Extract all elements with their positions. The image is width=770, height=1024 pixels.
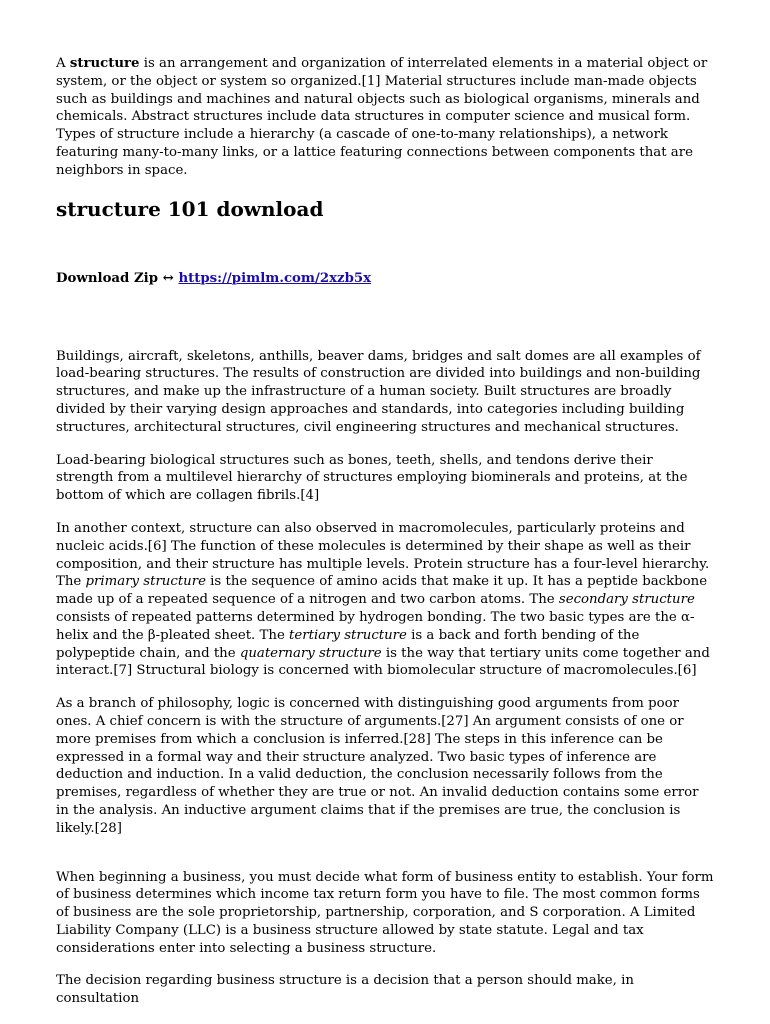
macro-text-e: is the way that tertiary units come together and interact.[7] Structural biology is concerned with biomolecular structure of macromolecules.[6] <box>56 645 710 679</box>
macro-text-b: is the sequence of amino acids that make it up. It has a peptide backbone made up of a repeated sequence of a nitrogen and two carbon atoms. The <box>56 574 708 608</box>
paragraph-logic: As a branch of philosophy, logic is concerned with distinguishing good arguments from poor ones. A chief concern is with the structure of arguments.[27] An argument consists of one or more premises from which a conclusion is inferred.[28] The steps in this inference can be expressed in a formal way and their structure analyzed. Two basic types of inference are deduction and induction. In a valid deduction, the conclusion necessarily follows from the premises, regardless of whether they are true or not. An invalid deduction contains some error in the analysis. An inductive argument claims that if the premises are true, the conclusion is likely.[28] <box>56 696 699 836</box>
paragraph-macromolecules <box>56 520 714 680</box>
primary-structure-term: primary structure <box>85 574 206 590</box>
macro-text-d: is a back and forth bending of the polypeptide chain, and the <box>56 627 640 661</box>
paragraph-load-bearing: Buildings, aircraft, skeletons, anthills, beaver dams, bridges and salt domes are all examples of load-bearing structures. The results of construction are divided into buildings and non-building structures, and make up the infrastructure of a human society. Built structures are broadly divided by their varying design approaches and standards, into categories including building structures, architectural structures, civil engineering structures and mechanical structures. <box>56 348 701 435</box>
quaternary-structure-term: quaternary structure <box>239 645 382 661</box>
intro-paragraph <box>56 55 714 180</box>
page-heading: structure 101 download <box>56 196 324 221</box>
secondary-structure-term: secondary structure <box>558 592 695 608</box>
tertiary-structure-term: tertiary structure <box>289 627 407 643</box>
paragraph-business-form: When beginning a business, you must decide what form of business entity to establish. Your form of business determines which income tax return form you have to file. The most common forms of business are the sole proprietorship, partnership, corporation, and S corporation. A Limited Liability Company (LLC) is a business structure allowed by state statute. Legal and tax considerations enter into selecting a business structure. <box>56 869 714 956</box>
download-label: Download Zip ↔ <box>56 270 179 286</box>
macro-text-c: consists of repeated patterns determined by hydrogen bonding. The two basic types are the α-helix and the β-pleated sheet. The <box>56 609 695 643</box>
download-link[interactable]: https://pimlm.com/2xzb5x <box>178 270 372 286</box>
intro-article: A <box>56 56 70 71</box>
intro-text: is an arrangement and organization of interrelated elements in a material object or system, or the object or system so organized.[1] Material structures include man-made objects such as buildings and machines and natural objects such as biological organisms, minerals and chemicals. Abstract structures include data structures in computer science and musical form. Types of structure include a hierarchy (a cascade of one-to-many relationships), a network featuring many-to-many links, or a lattice featuring connections between components that are neighbors in space. <box>56 56 708 178</box>
download-line <box>56 270 714 288</box>
paragraph-business-decision: The decision regarding business structure is a decision that a person should make, in consultation <box>56 973 634 1007</box>
intro-term: structure <box>69 56 140 71</box>
paragraph-biological: Load-bearing biological structures such as bones, teeth, shells, and tendons derive their strength from a multilevel hierarchy of structures employing biominerals and proteins, at the bottom of which are collagen fibrils.[4] <box>56 452 688 504</box>
macro-text-a: In another context, structure can also observed in macromolecules, particularly proteins and nucleic acids.[6] The function of these molecules is determined by their shape as well as their composition, and their structure has multiple levels. Protein structure has a four-level hierarchy. The <box>56 520 710 590</box>
